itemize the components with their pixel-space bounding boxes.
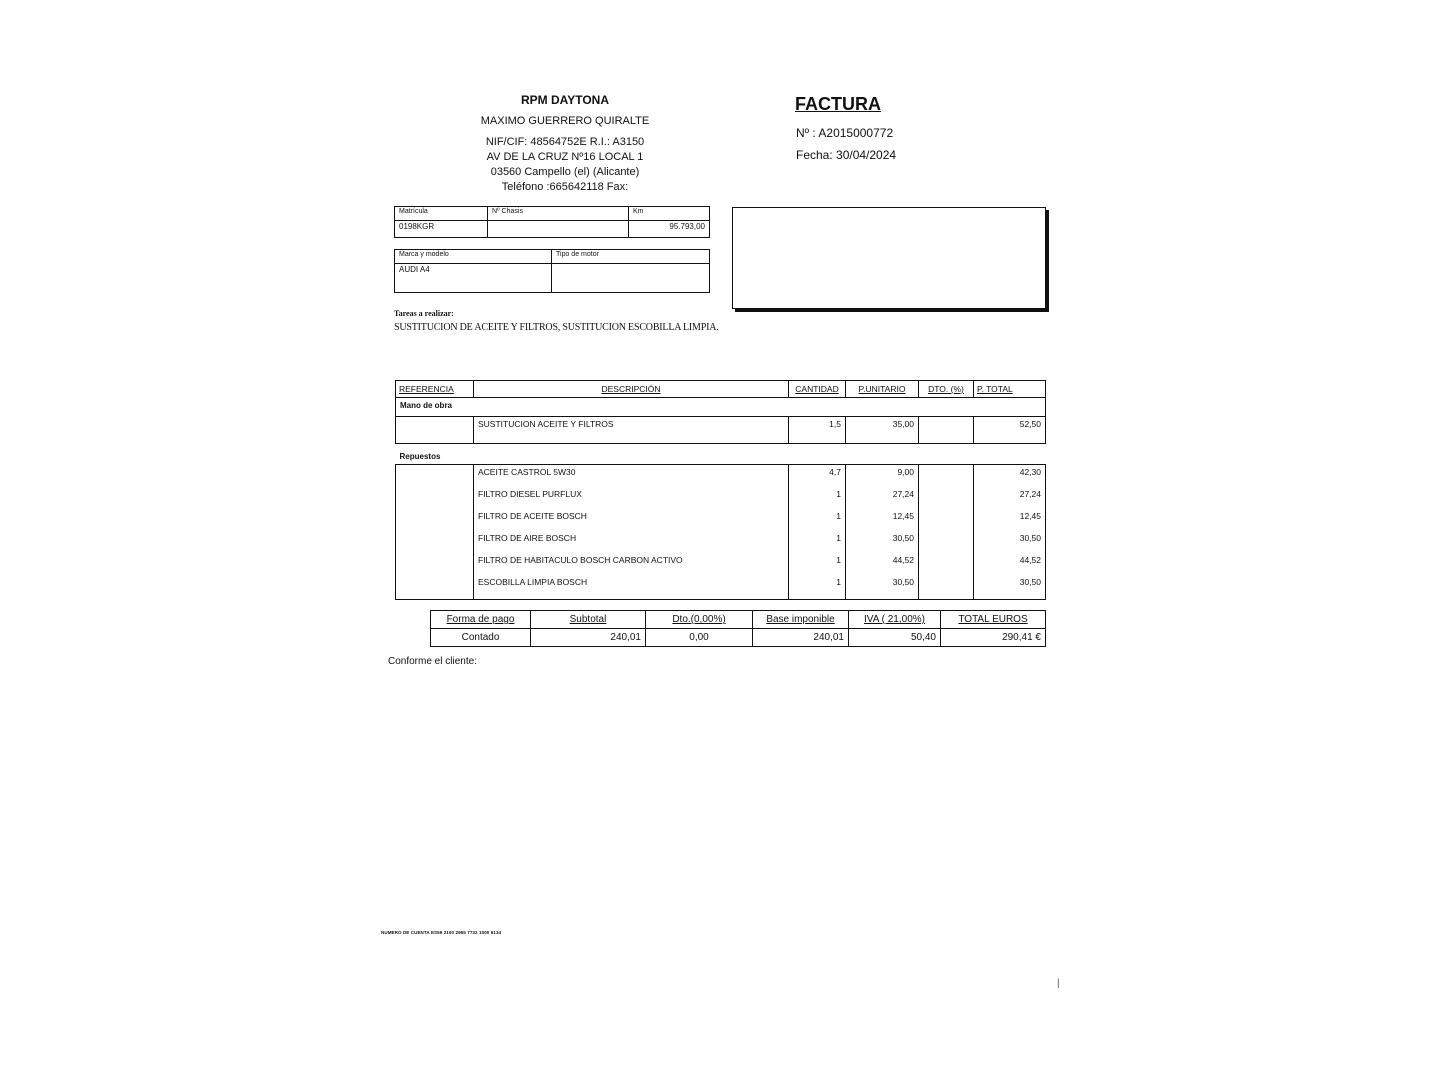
row-desc: FILTRO DE ACEITE BOSCH: [474, 509, 789, 531]
row-total: 30,50: [974, 531, 1046, 553]
row-qty: 1: [789, 531, 846, 553]
totals-values-row: [431, 629, 1046, 647]
table-row: [396, 509, 1046, 531]
table-row: [396, 465, 1046, 488]
company-phone: Teléfono :665642118 Fax:: [501, 180, 629, 193]
total-value: 290,41 €: [941, 629, 1046, 647]
km-value: 95.793,00: [629, 221, 710, 238]
invoice-title: FACTURA: [795, 94, 881, 114]
row-total: 30,50: [974, 575, 1046, 600]
items-table: [395, 380, 1045, 600]
row-qty: 1: [789, 509, 846, 531]
header-ref: REFERENCIA: [396, 381, 474, 398]
engine-label: Tipo de motor: [552, 250, 710, 264]
row-desc: ACEITE CASTROL 5W30: [474, 465, 789, 488]
row-total: 27,24: [974, 487, 1046, 509]
discount-label: Dto.(0,00%): [646, 611, 753, 629]
engine-value: [552, 264, 710, 293]
row-dto: [919, 509, 974, 531]
tasks-label: Tareas a realizar:: [394, 309, 454, 318]
base-label: Base imponible: [753, 611, 849, 629]
items-header-row: [396, 381, 1046, 398]
base-value: 240,01: [753, 629, 849, 647]
row-qty: 1: [789, 575, 846, 600]
row-qty: 1: [789, 487, 846, 509]
parts-section-label: Repuestos: [399, 451, 441, 461]
km-label: Km: [629, 207, 710, 221]
row-desc: ESCOBILLA LIMPIA BOSCH: [474, 575, 789, 600]
chassis-value: [488, 221, 629, 238]
row-unit: 30,50: [846, 531, 919, 553]
invoice-meta: [796, 122, 896, 166]
company-nif: NIF/CIF: 48564752E R.I.: A3150: [485, 136, 645, 149]
subtotal-value: 240,01: [531, 629, 646, 647]
row-qty: 1: [789, 553, 846, 575]
customer-signature-label: Conforme el cliente:: [388, 656, 477, 667]
vehicle-id-box: [394, 206, 710, 238]
discount-value: 0,00: [646, 629, 753, 647]
row-dto: [919, 575, 974, 600]
row-dto: [919, 553, 974, 575]
table-row: [396, 417, 1046, 444]
header-dto: DTO. (%): [919, 381, 974, 398]
payment-label: Forma de pago: [431, 611, 531, 629]
tasks-text: SUSTITUCION DE ACEITE Y FILTROS, SUSTITUCION ESCOBILLA LIMPIA.: [394, 322, 719, 333]
iva-value: 50,40: [849, 629, 941, 647]
parts-section-row: [396, 444, 1046, 465]
row-desc: FILTRO DE AIRE BOSCH: [474, 531, 789, 553]
table-row: [396, 575, 1046, 600]
row-dto: [919, 417, 974, 444]
invoice-date: Fecha: 30/04/2024: [796, 148, 897, 162]
row-desc: SUSTITUCION ACEITE Y FILTROS: [474, 417, 789, 444]
make-label: Marca y modelo: [395, 250, 552, 264]
row-ref: [396, 417, 474, 444]
row-desc: FILTRO DE HABITACULO BOSCH CARBON ACTIVO: [474, 553, 789, 575]
row-ref: [396, 575, 474, 600]
company-name: RPM DAYTONA: [520, 93, 609, 107]
row-unit: 12,45: [846, 509, 919, 531]
row-ref: [396, 465, 474, 488]
table-row: [396, 531, 1046, 553]
header-total: P. TOTAL: [974, 381, 1046, 398]
row-dto: [919, 531, 974, 553]
row-total: 12,45: [974, 509, 1046, 531]
chassis-label: Nº Chasis: [488, 207, 629, 221]
company-address: AV DE LA CRUZ Nº16 LOCAL 1: [486, 150, 644, 163]
company-city: 03560 Campello (el) (Alicante): [490, 165, 640, 178]
header-desc: DESCRIPCIÓN: [474, 381, 789, 398]
header-unit: P.UNITARIO: [846, 381, 919, 398]
vehicle-model-box: [394, 249, 710, 293]
labour-section-row: [396, 398, 1046, 413]
table-row: [396, 487, 1046, 509]
row-dto: [919, 487, 974, 509]
payment-value: Contado: [431, 629, 531, 647]
plate-value: 0198KGR: [395, 221, 488, 238]
row-ref: [396, 553, 474, 575]
make-value: AUDI A4: [395, 264, 552, 293]
row-qty: 1,5: [789, 417, 846, 444]
page-mark: |: [1057, 978, 1060, 989]
invoice-number: Nº : A2015000772: [796, 126, 894, 140]
company-owner: MAXIMO GUERRERO QUIRALTE: [480, 115, 650, 128]
row-desc: FILTRO DIESEL PURFLUX: [474, 487, 789, 509]
totals-table: [430, 610, 1046, 647]
plate-label: Matrícula: [395, 207, 488, 221]
bank-account: NUMERO DE CUENTA ES59 2100 2955 7732 1000 6134: [381, 930, 502, 935]
row-unit: 9,00: [846, 465, 919, 488]
row-total: 44,52: [974, 553, 1046, 575]
row-unit: 27,24: [846, 487, 919, 509]
row-ref: [396, 509, 474, 531]
iva-label: IVA ( 21,00%): [849, 611, 941, 629]
row-ref: [396, 531, 474, 553]
row-unit: 30,50: [846, 575, 919, 600]
header-qty: CANTIDAD: [789, 381, 846, 398]
row-qty: 4,7: [789, 465, 846, 488]
row-unit: 35,00: [846, 417, 919, 444]
table-row: [396, 553, 1046, 575]
row-total: 42,30: [974, 465, 1046, 488]
total-label: TOTAL EUROS: [941, 611, 1046, 629]
labour-section-label: Mano de obra: [396, 398, 1046, 413]
row-ref: [396, 487, 474, 509]
subtotal-label: Subtotal: [531, 611, 646, 629]
company-header: [470, 92, 660, 194]
client-address-box: [732, 207, 1046, 309]
row-dto: [919, 465, 974, 488]
totals-header-row: [431, 611, 1046, 629]
row-total: 52,50: [974, 417, 1046, 444]
row-unit: 44,52: [846, 553, 919, 575]
